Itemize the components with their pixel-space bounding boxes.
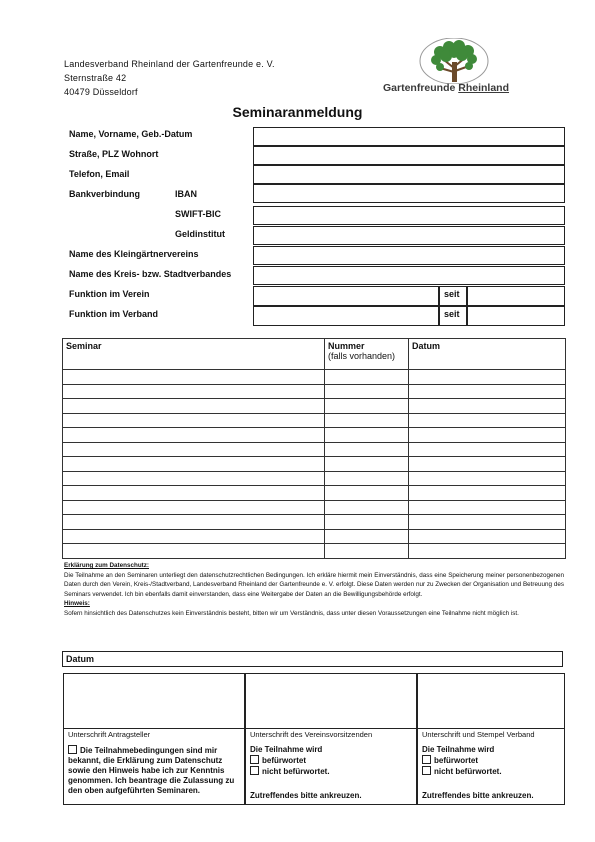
table-row[interactable]: [63, 370, 566, 385]
table-row[interactable]: [63, 529, 566, 544]
name-field[interactable]: [253, 127, 565, 146]
option-approved[interactable]: befürwortet: [250, 755, 330, 766]
association-signature-box[interactable]: [417, 673, 565, 805]
table-row[interactable]: [63, 413, 566, 428]
privacy-heading: Erklärung zum Datenschutz:: [64, 562, 150, 569]
label-strasse: Straße, PLZ Wohnort: [69, 149, 159, 159]
hint-text: Sofern hinsichtlich des Datenschutzes kein Einverständnis besteht, bitten wir um Verständnis, dass unter diesen Voraussetzungen eine Teilnahme nicht möglich ist.: [64, 609, 519, 617]
checkbox-not-approved[interactable]: [250, 766, 259, 775]
datum-field[interactable]: Datum: [62, 651, 563, 667]
tick-note: Zutreffendes bitte ankreuzen.: [250, 791, 362, 800]
applicant-signature-label: Unterschrift Antragsteller: [68, 730, 151, 739]
tree-icon: [370, 38, 522, 84]
table-row[interactable]: [63, 442, 566, 457]
label-verein: Name des Kleingärtnervereins: [69, 249, 199, 259]
association-options: [422, 745, 502, 777]
participation-label: Die Teilnahme wird: [250, 745, 323, 754]
seit-label: seit: [439, 286, 467, 306]
address-line: 40479 Düsseldorf: [64, 87, 138, 97]
label-swift: SWIFT-BIC: [175, 209, 221, 219]
label-funktion-verein: Funktion im Verein: [69, 289, 150, 299]
privacy-text: Die Teilnahme an den Seminaren unterliegt den datenschutzrechtlichen Bedingungen. Ich erkläre hiermit mein Einverständnis, dass eine Speicherung meiner personenbezogenen Daten durch den Verein, Kreis-/Stadtverband, Landesverband Rheinland der Gartenfreunde e. V. erfolgt. Diese Daten werden nur zu Zwecken der Organisation und Betreuung des Seminars verwendet. Ich bin ebenfalls damit einverstanden, dass eine Weitergabe der Daten an die Bewilligungsbehörde erfolgt.: [64, 571, 564, 598]
table-row[interactable]: [63, 399, 566, 414]
option-not-approved[interactable]: nicht befürwortet.: [250, 766, 330, 777]
iban-field[interactable]: [253, 206, 565, 225]
logo: [370, 38, 522, 96]
geldinstitut-field[interactable]: [253, 246, 565, 265]
association-signature-label: Unterschrift und Stempel Verband: [422, 730, 535, 739]
option-approved[interactable]: befürwortet: [422, 755, 502, 766]
col-datum: Datum: [409, 339, 566, 370]
applicant-declaration: Die Teilnahmebedingungen sind mir bekannt, die Erklärung zum Datenschutz sowie den Hinweis habe ich zur Kenntnis genommen. Ich beantrage die Zulassung zu den oben aufgeführten Seminaren.: [68, 746, 235, 795]
label-kreis: Name des Kreis- bzw. Stadtverbandes: [69, 269, 232, 279]
label-geldinstitut: Geldinstitut: [175, 229, 225, 239]
table-header-row: [63, 339, 566, 370]
address-line: Landesverband Rheinland der Gartenfreunde e. V.: [64, 59, 275, 69]
seit-label: seit: [439, 306, 467, 326]
privacy-statement: [64, 561, 564, 619]
label-iban: IBAN: [175, 189, 197, 199]
applicant-checkbox[interactable]: [68, 745, 77, 754]
participation-label: Die Teilnahme wird: [422, 745, 495, 754]
chair-options: [250, 745, 330, 777]
hint-heading: Hinweis:: [64, 600, 90, 608]
funktion-verein-field[interactable]: [253, 286, 439, 306]
page-title: Seminaranmeldung: [232, 104, 363, 120]
sender-address: [64, 57, 275, 99]
label-name: Name, Vorname, Geb.-Datum: [69, 129, 193, 139]
checkbox-not-approved[interactable]: [422, 766, 431, 775]
checkbox-approved[interactable]: [422, 755, 431, 764]
col-nummer: Nummer (falls vorhanden): [325, 339, 409, 370]
col-seminar: Seminar: [63, 339, 325, 370]
address-line: Sternstraße 42: [64, 73, 127, 83]
funktion-verband-field[interactable]: [253, 306, 439, 326]
chair-signature-label: Unterschrift des Vereinsvorsitzenden: [250, 730, 373, 739]
table-row[interactable]: [63, 457, 566, 472]
label-telefon: Telefon, Email: [69, 169, 130, 179]
chair-signature-box[interactable]: [245, 673, 417, 805]
table-row[interactable]: [63, 500, 566, 515]
logo-text: Gartenfreunde Rheinland: [382, 82, 510, 94]
table-row[interactable]: [63, 471, 566, 486]
seminar-table: [62, 338, 566, 559]
table-row[interactable]: [63, 384, 566, 399]
strasse-field[interactable]: [253, 146, 565, 165]
table-row[interactable]: [63, 544, 566, 559]
seit-verband-field[interactable]: [467, 306, 565, 326]
telefon-field[interactable]: [253, 165, 565, 184]
checkbox-approved[interactable]: [250, 755, 259, 764]
label-funktion-verband: Funktion im Verband: [69, 309, 159, 319]
applicant-signature-box[interactable]: [63, 673, 245, 805]
option-not-approved[interactable]: nicht befürwortet.: [422, 766, 502, 777]
table-row[interactable]: [63, 486, 566, 501]
tick-note: Zutreffendes bitte ankreuzen.: [422, 791, 534, 800]
swift-field[interactable]: [253, 226, 565, 245]
table-row[interactable]: [63, 515, 566, 530]
label-bank: Bankverbindung: [69, 189, 141, 199]
seit-verein-field[interactable]: [467, 286, 565, 306]
bank-field[interactable]: [253, 184, 565, 203]
verein-field[interactable]: [253, 266, 565, 285]
table-row[interactable]: [63, 428, 566, 443]
